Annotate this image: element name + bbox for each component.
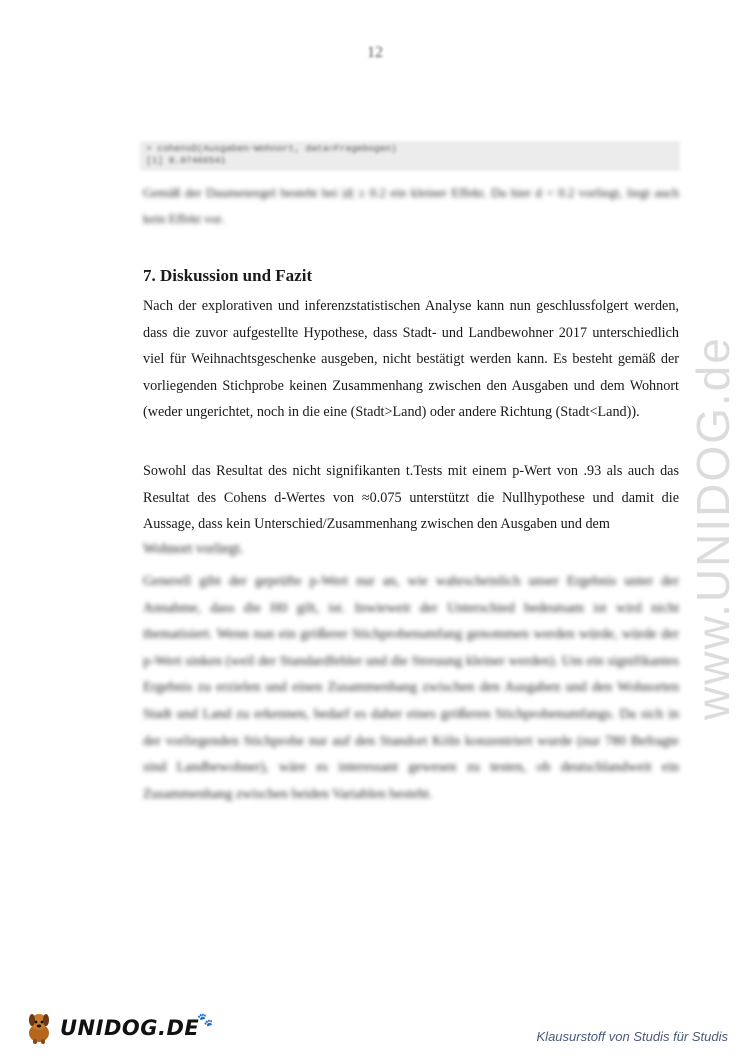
- code-line: [1] 0.07466541: [146, 155, 226, 166]
- footer-tagline: Klausurstoff von Studis für Studis: [536, 1029, 728, 1044]
- dog-mascot-icon: [24, 1011, 54, 1045]
- paragraph-results: Sowohl das Resultat des nicht signifikanten t.Tests mit einem p-Wert von .93 als auch das Resultat des Cohens d-Wertes von ≈0.075 unterstützt die Nullhypothese und damit die Aussage, dass kein Unterschied/Zusammenhang zwischen den Ausgaben und dem: [143, 463, 679, 533]
- paragraph-conclusion: Nach der explorativen und inferenzstatistischen Analyse kann nun geschlussfolgert werden, dass die zuvor aufgestellte Hypothese, dass Stadt- und Landbewohner 2017 unterschiedlich viel für Weihnachtsgeschenke ausgeben, nicht bestätigt werden kann. Es besteht gemäß der vorliegenden Stichprobe keinen Zusammenhang zwischen den Ausgaben und dem Wohnort (weder ungerichtet, noch in die eine (Stadt>Land) oder andere Richtung (Stadt<Land)).: [143, 298, 679, 421]
- paragraph-discussion: Generell gibt der geprüfte p-Wert nur an, wie wahrscheinlich unser Ergebnis unter der Annahme, dass die H0 gilt, ist. Inwieweit der Unterschied bedeutsam ist wird nicht thematisiert. Wenn nun ein größerer Stichprobenumfang genommen werden würde, würde der p-Wert sinken (weil der Standardfehler und die Streuung kleiner werden). Um ein signifikantes Ergebnis zu erzielen und einen Zusammenhang zwischen den Ausgaben und den Wohnorten Stadt und Land zu erkennen, bedarf es daher eines größeren Stichprobenumfangs. Da sich in der vorliegenden Stichprobe nur auf den Standort Köln konzentriert wurde (nur 780 Befragte sind Landbewohner), wäre es interessant gewesen zu testen, ob deutschlandweit ein Zusammenhang zwischen beiden Variablen besteht.: [143, 574, 679, 802]
- logo-text: UNIDOG.DE: [60, 1016, 200, 1040]
- footer-logo[interactable]: [24, 1010, 213, 1046]
- page-number: 12: [367, 44, 383, 61]
- paragraph-results-tail: Wohnort vorliegt.: [143, 541, 244, 557]
- code-line: > cohensD(Ausgaben~Wohnort, data=Fragebogen): [146, 143, 397, 154]
- code-block: [140, 141, 680, 171]
- watermark: www.UNIDOG.de: [687, 336, 739, 720]
- section-heading: 7. Diskussion und Fazit: [143, 266, 313, 285]
- paw-icon: 🐾: [197, 1012, 214, 1027]
- effect-size-note: Gemäß der Daumenregel besteht bei |d| ≥ 0.2 ein kleiner Effekt. Da hier d < 0.2 vorliegt, liegt auch kein Effekt vor.: [143, 185, 679, 226]
